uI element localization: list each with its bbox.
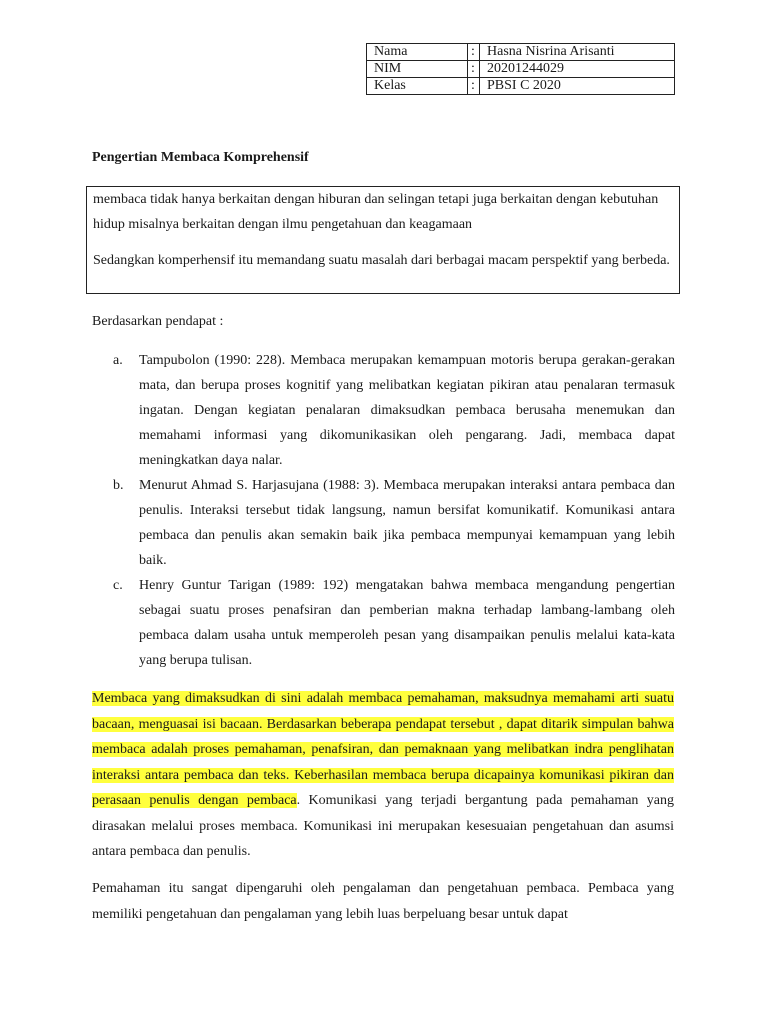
identity-label: Kelas <box>367 78 468 95</box>
list-marker: b. <box>113 478 124 493</box>
body-paragraph: Pemahaman itu sangat dipengaruhi oleh pengalaman dan pengetahuan pembaca. Pembaca yang memiliki pengetahuan dan pengalaman yang lebih luas berpeluang besar untuk dapat <box>92 881 674 922</box>
conclusion-paragraph <box>92 686 674 865</box>
list-marker: a. <box>113 353 123 368</box>
identity-separator: : <box>468 61 480 78</box>
list-item <box>113 573 675 673</box>
definition-paragraph: Sedangkan komperhensif itu memandang suatu masalah dari berbagai macam perspektif yang berbeda. <box>93 253 670 268</box>
identity-value: PBSI C 2020 <box>480 78 675 95</box>
identity-value: 20201244029 <box>480 61 675 78</box>
list-item-text: Henry Guntur Tarigan (1989: 192) mengatakan bahwa membaca mengandung pengertian sebagai suatu proses penafsiran dan pemberian makna terhadap lambang-lambang oleh pembaca dalam usaha untuk memperoleh pesan yang disampaikan penulis melalui kata-kata yang berupa tulisan. <box>139 578 675 668</box>
list-marker: c. <box>113 578 123 593</box>
definition-paragraph: membaca tidak hanya berkaitan dengan hiburan dan selingan tetapi juga berkaitan dengan kebutuhan hidup misalnya berkaitan dengan ilmu pengetahuan dan keagamaan <box>93 192 659 232</box>
identity-label: Nama <box>367 44 468 61</box>
identity-row-nama <box>367 44 675 61</box>
opinion-list <box>113 348 675 673</box>
list-item-text: Tampubolon (1990: 228). Membaca merupakan kemampuan motoris berupa gerakan-gerakan mata, dan berupa proses kognitif yang melibatkan kegiatan pikiran atau penalaran termasuk ingatan. Dengan kegiatan penalaran dimaksudkan pembaca berusaha menemukan dan memahami informasi yang dikomunikasikan oleh pengarang. Jadi, membaca dapat meningkatkan daya nalar. <box>139 353 675 468</box>
highlighted-text: Membaca yang dimaksudkan di sini adalah membaca pemahaman, maksudnya memahami arti suatu bacaan, menguasai isi bacaan. Berdasarkan beberapa pendapat tersebut , dapat ditarik simpulan bahwa membaca adalah proses pemahaman, penafsiran, dan pemaknaan yang melibatkan indra penglihatan interaksi antara pembaca dan teks. Keberhasilan membaca berupa dicapainya komunikasi pikiran dan perasaan penulis dengan pembaca <box>92 691 674 808</box>
identity-table <box>366 43 675 95</box>
identity-separator: : <box>468 78 480 95</box>
identity-value: Hasna Nisrina Arisanti <box>480 44 675 61</box>
list-item-text: Menurut Ahmad S. Harjasujana (1988: 3). Membaca merupakan interaksi antara pembaca dan penulis. Interaksi tersebut tidak langsung, namun bersifat komunikatif. Komunikasi antara pembaca dan penulis akan semakin baik jika pembaca mempunyai kemampuan yang lebih baik. <box>139 478 675 568</box>
lead-text: Berdasarkan pendapat : <box>92 314 224 329</box>
identity-label: NIM <box>367 61 468 78</box>
list-item <box>113 348 675 473</box>
list-item <box>113 473 675 573</box>
paragraph-text: . Komunikasi yang terjadi bergantung pada pemahaman yang dirasakan melalui proses membaca. Komunikasi ini merupakan kesesuaian pengetahuan dan asumsi antara pembaca dan penulis. <box>92 793 674 859</box>
section-heading: Pengertian Membaca Komprehensif <box>92 150 309 165</box>
identity-row-nim <box>367 61 675 78</box>
identity-separator: : <box>468 44 480 61</box>
identity-row-kelas <box>367 78 675 95</box>
definition-box <box>86 186 680 294</box>
